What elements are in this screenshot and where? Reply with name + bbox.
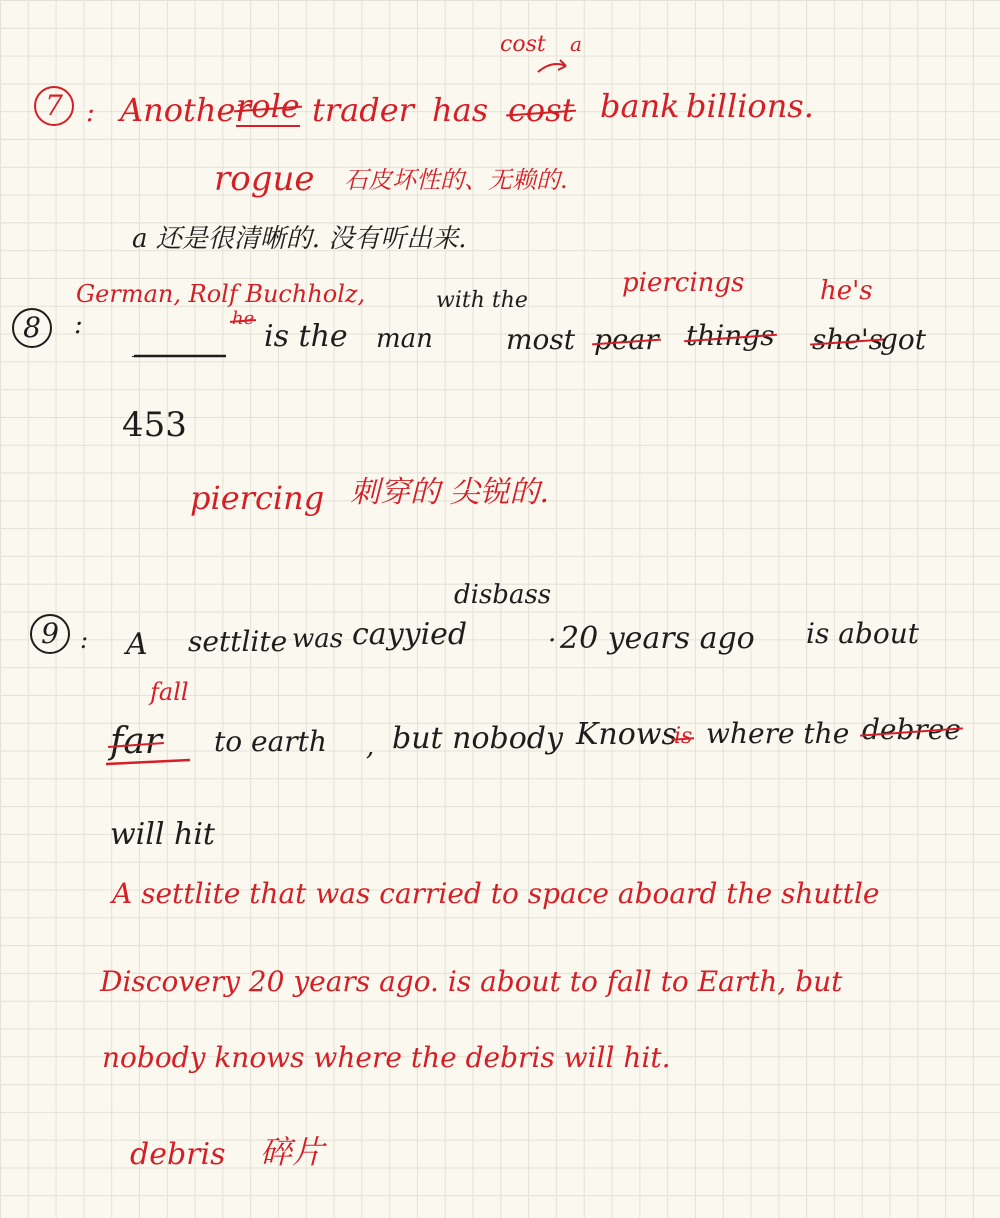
s7-word-billions: billions. bbox=[686, 87, 814, 125]
s8-pear: pear bbox=[594, 323, 659, 356]
s7-note: a 还是很清晰的. 没有听出来. bbox=[132, 224, 467, 254]
s8-got: got bbox=[880, 323, 927, 356]
s8-name: German, Rolf Buchholz, bbox=[76, 280, 366, 308]
s9-is-struck: is bbox=[674, 724, 693, 749]
s8-shes: she's bbox=[812, 323, 884, 356]
s8-count: 453 bbox=[122, 405, 187, 445]
s9-settlite: settlite bbox=[188, 625, 288, 658]
sentence-number-9: 9 bbox=[30, 614, 70, 654]
s9-knows: Knows bbox=[576, 717, 677, 752]
s8-colon: : bbox=[74, 310, 83, 340]
s9-correct-line-3: nobody knows where the debris will hit. bbox=[102, 1041, 671, 1074]
s7-colon: : bbox=[86, 98, 95, 128]
s9-dot: . bbox=[548, 618, 557, 648]
s9-correct-line-1: A settlite that was carried to space aboard the shuttle bbox=[112, 877, 880, 910]
s7-word-trader: trader bbox=[312, 91, 414, 129]
s9-where-the: where the bbox=[706, 717, 850, 750]
s8-correction-hes: he's bbox=[820, 276, 873, 306]
s9-far: far bbox=[110, 721, 162, 762]
s9-will-hit: will hit bbox=[110, 817, 215, 852]
s8-things: things bbox=[686, 319, 775, 352]
s7-word-another: Another bbox=[120, 91, 251, 129]
s9-but-nobody: but nobody bbox=[392, 721, 563, 756]
s9-vocab-debris: debris bbox=[130, 1137, 226, 1172]
s9-years-ago: 20 years ago bbox=[560, 621, 755, 656]
s9-vocab-meaning: 碎片 bbox=[260, 1133, 325, 1171]
s7-word-bank: bank bbox=[600, 87, 680, 125]
s9-to-earth: to earth bbox=[214, 725, 327, 758]
s9-debree: debree bbox=[862, 713, 961, 746]
s7-vocab-rogue: rogue bbox=[214, 159, 315, 199]
s9-colon: : bbox=[80, 626, 89, 654]
s7-word-has: has bbox=[432, 91, 489, 129]
far-strike-line bbox=[106, 760, 190, 764]
s8-correction-piercings: piercings bbox=[622, 268, 745, 298]
s8-man: man bbox=[376, 324, 433, 354]
s7-correction-cost: cost bbox=[500, 32, 546, 57]
s8-is-the: is the bbox=[264, 319, 348, 354]
s7-vocab-meaning: 石皮坏性的、无赖的. bbox=[344, 166, 568, 194]
s9-was: was bbox=[292, 624, 344, 654]
s9-is-about: is about bbox=[806, 617, 919, 650]
s9-a: A bbox=[126, 627, 148, 662]
s8-struck-he: he bbox=[232, 308, 255, 329]
s8-blank: ______ bbox=[132, 328, 210, 358]
s8-most: most bbox=[506, 323, 576, 356]
s9-comma: , bbox=[366, 732, 375, 762]
sentence-number-8: 8 bbox=[12, 308, 52, 348]
s9-disbass: disbass bbox=[454, 580, 552, 610]
s7-correction-a: a bbox=[570, 32, 582, 56]
s7-word-role: role bbox=[236, 87, 300, 125]
s9-cayyied: cayyied bbox=[352, 617, 468, 652]
s9-correct-line-2: Discovery 20 years ago. is about to fall to Earth, but bbox=[100, 965, 843, 998]
s7-word-cost: cost bbox=[508, 91, 575, 129]
s8-with-the: with the bbox=[436, 288, 528, 313]
s8-vocab-piercing: piercing bbox=[190, 479, 325, 517]
s8-vocab-meaning: 刺穿的 尖锐的. bbox=[350, 475, 550, 510]
sentence-number-7: 7 bbox=[34, 86, 74, 126]
s9-correction-fall: fall bbox=[150, 678, 189, 706]
